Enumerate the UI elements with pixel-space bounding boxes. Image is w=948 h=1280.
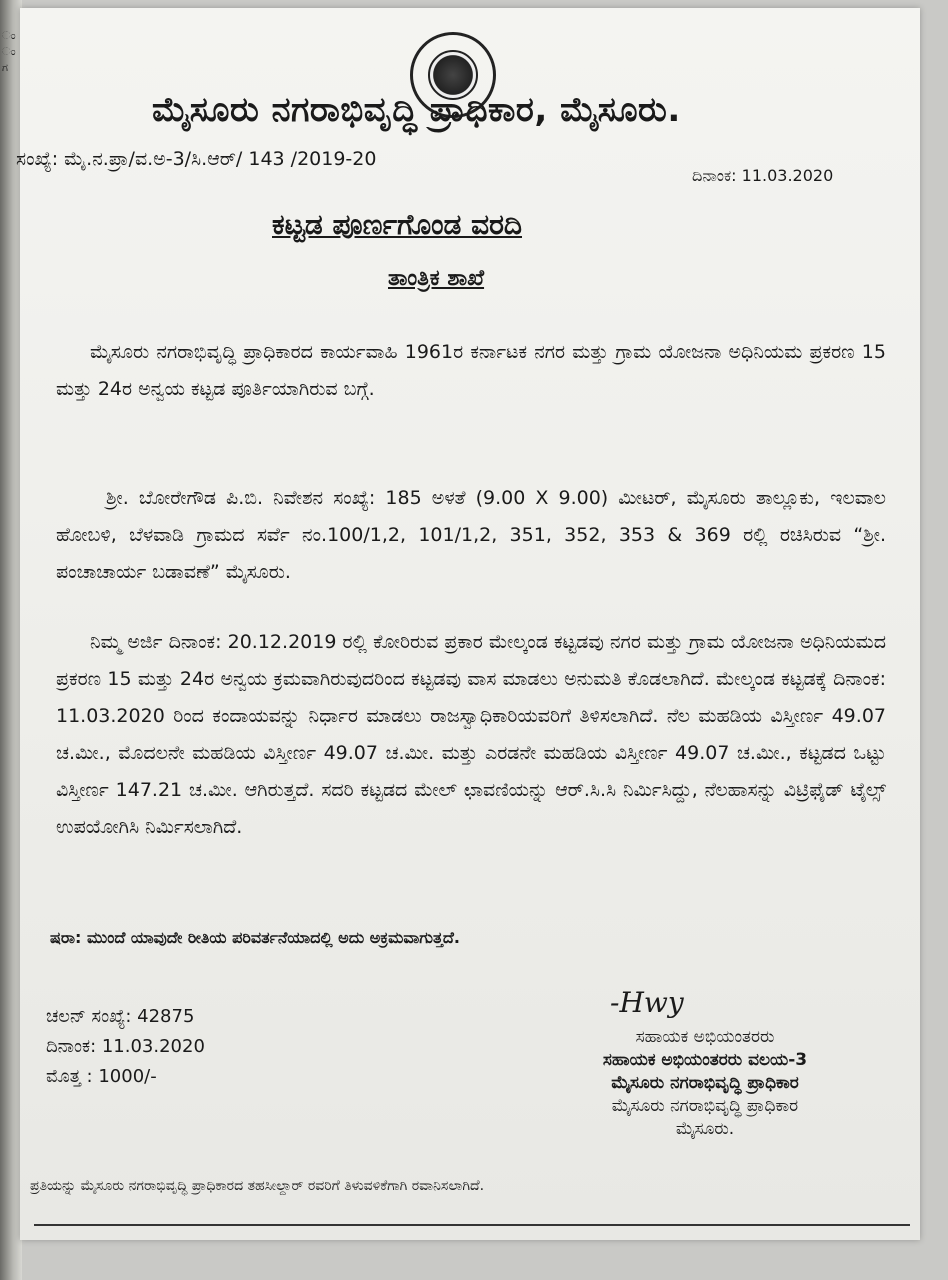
copy-note: ಪ್ರತಿಯನ್ನು ಮೈಸೂರು ನಗರಾಭಿವೃದ್ಧಿ ಪ್ರಾಧಿಕಾರದ ತಹಸೀಲ್ದಾರ್ ರವರಿಗೆ ತಿಳುವಳಿಕೆಗಾಗಿ ರವಾನಿಸಲಾಗಿದೆ. (30, 1178, 485, 1194)
signature-scribble: -Hwy (610, 986, 684, 1019)
applicant-paragraph: ಶ್ರೀ. ಬೋರೇಗೌಡ ಪಿ.ಬಿ. ನಿವೇಶನ ಸಂಖ್ಯೆ: 185 ಅಳತೆ (9.00 X 9.00) ಮೀಟರ್, ಮೈಸೂರು ತಾಲ್ಲೂಕು, ಇಲವಾಲ ಹೋಬಳಿ, ಬೆಳವಾಡಿ ಗ್ರಾಮದ ಸರ್ವೆ ನಂ.100/1,2, 101/1,2, 351, 352, 353 & 369 ರಲ್ಲಿ ರಚಿಸಿರುವ “ಶ್ರೀ. ಪಂಚಾಚಾರ್ಯ ಬಡಾವಣೆ” ಮೈಸೂರು. (56, 487, 886, 583)
reference-number: ಸಂಖ್ಯೆ: ಮೈ.ನ.ಪ್ರಾ/ವ.ಅ-3/ಸಿ.ಆರ್/ 143 /2019-20 (16, 148, 377, 170)
condition-note: ಷರಾ: ಮುಂದೆ ಯಾವುದೇ ರೀತಿಯ ಪರಿವರ್ತನೆಯಾದಲ್ಲಿ ಅದು ಅಕ್ರಮವಾಗುತ್ತದೆ. (50, 928, 460, 947)
section-title: ತಾಂತ್ರಿಕ ಶಾಖೆ (388, 266, 485, 291)
binder-edge (0, 0, 22, 1280)
challan-total: ಮೊತ್ತ : 1000/- (46, 1066, 157, 1087)
challan-block (46, 1002, 205, 1092)
signatory-block (540, 1026, 870, 1141)
edge-text: ಂ ಂ ಗ (2, 29, 16, 74)
report-title: ಕಟ್ಟಡ ಪೂರ್ಣಗೊಂಡ ವರದಿ (272, 208, 522, 241)
details-paragraph: ನಿಮ್ಮ ಅರ್ಜಿ ದಿನಾಂಕ: 20.12.2019 ರಲ್ಲಿ ಕೋರಿರುವ ಪ್ರಕಾರ ಮೇಲ್ಕಂಡ ಕಟ್ಟಡವು ನಗರ ಮತ್ತು ಗ್ರಾಮ ಯೋಜನಾ ಅಧಿನಿಯಮದ ಪ್ರಕರಣ 15 ಮತ್ತು 24ರ ಅನ್ವಯ ಕ್ರಮವಾಗಿರುವುದರಿಂದ ಕಟ್ಟಡವು ವಾಸ ಮಾಡಲು ಅನುಮತಿ ಕೊಡಲಾಗಿದೆ. ಮೇಲ್ಕಂಡ ಕಟ್ಟಡಕ್ಕೆ ದಿನಾಂಕ: 11.03.2020 ರಿಂದ ಕಂದಾಯವನ್ನು ನಿರ್ಧಾರ ಮಾಡಲು ರಾಜಸ್ವಾಧಿಕಾರಿಯವರಿಗೆ ತಿಳಿಸಲಾಗಿದೆ. ನೆಲ ಮಹಡಿಯ ವಿಸ್ತೀರ್ಣ 49.07 ಚ.ಮೀ., ಮೊದಲನೇ ಮಹಡಿಯ ವಿಸ್ತೀರ್ಣ 49.07 ಚ.ಮೀ. ಮತ್ತು ಎರಡನೇ ಮಹಡಿಯ ವಿಸ್ತೀರ್ಣ 49.07 ಚ.ಮೀ., ಕಟ್ಟಡದ ಒಟ್ಟು ವಿಸ್ತೀರ್ಣ 147.21 ಚ.ಮೀ. ಆಗಿರುತ್ತದೆ. ಸದರಿ ಕಟ್ಟಡದ ಮೇಲ್ ಛಾವಣಿಯನ್ನು ಆರ್.ಸಿ.ಸಿ ನಿರ್ಮಿಸಿದ್ದು, ನೆಲಹಾಸನ್ನು ವಿಟ್ರಿಫೈಡ್ ಟೈಲ್ಸ್ ಉಪಯೋಗಿಸಿ ನಿರ್ಮಿಸಲಾಗಿದೆ. (56, 631, 886, 838)
challan-date: ದಿನಾಂಕ: 11.03.2020 (46, 1036, 205, 1057)
signatory-title: ಸಹಾಯಕ ಅಭಿಯಂತರರು (635, 1027, 775, 1047)
signatory-stamp-line: ಸಹಾಯಕ ಅಭಿಯಂತರರು ವಲಯ-3 (602, 1050, 808, 1070)
org-title: ಮೈಸೂರು ನಗರಾಭಿವೃದ್ಧಿ ಪ್ರಾಧಿಕಾರ, ಮೈಸೂರು. (152, 90, 681, 130)
letter-date: ದಿನಾಂಕ: 11.03.2020 (692, 166, 834, 185)
challan-number: ಚಲನ್ ಸಂಖ್ಯೆ: 42875 (46, 1006, 195, 1027)
signatory-city: ಮೈಸೂರು. (675, 1119, 735, 1139)
subject-paragraph: ಮೈಸೂರು ನಗರಾಭಿವೃದ್ಧಿ ಪ್ರಾಧಿಕಾರದ ಕಾರ್ಯವಾಹಿ 1961ರ ಕರ್ನಾಟಕ ನಗರ ಮತ್ತು ಗ್ರಾಮ ಯೋಜನಾ ಅಧಿನಿಯಮ ಪ್ರಕರಣ 15 ಮತ್ತು 24ರ ಅನ್ವಯ ಕಟ್ಟಡ ಪೂರ್ತಿಯಾಗಿರುವ ಬಗ್ಗೆ. (56, 341, 886, 400)
signatory-org: ಮೈಸೂರು ನಗರಾಭಿವೃದ್ಧಿ ಪ್ರಾಧಿಕಾರ (611, 1096, 799, 1116)
signatory-org-stamp: ಮೈಸೂರು ನಗರಾಭಿವೃದ್ಧಿ ಪ್ರಾಧಿಕಾರ (611, 1073, 799, 1093)
bottom-rule (34, 1224, 910, 1226)
